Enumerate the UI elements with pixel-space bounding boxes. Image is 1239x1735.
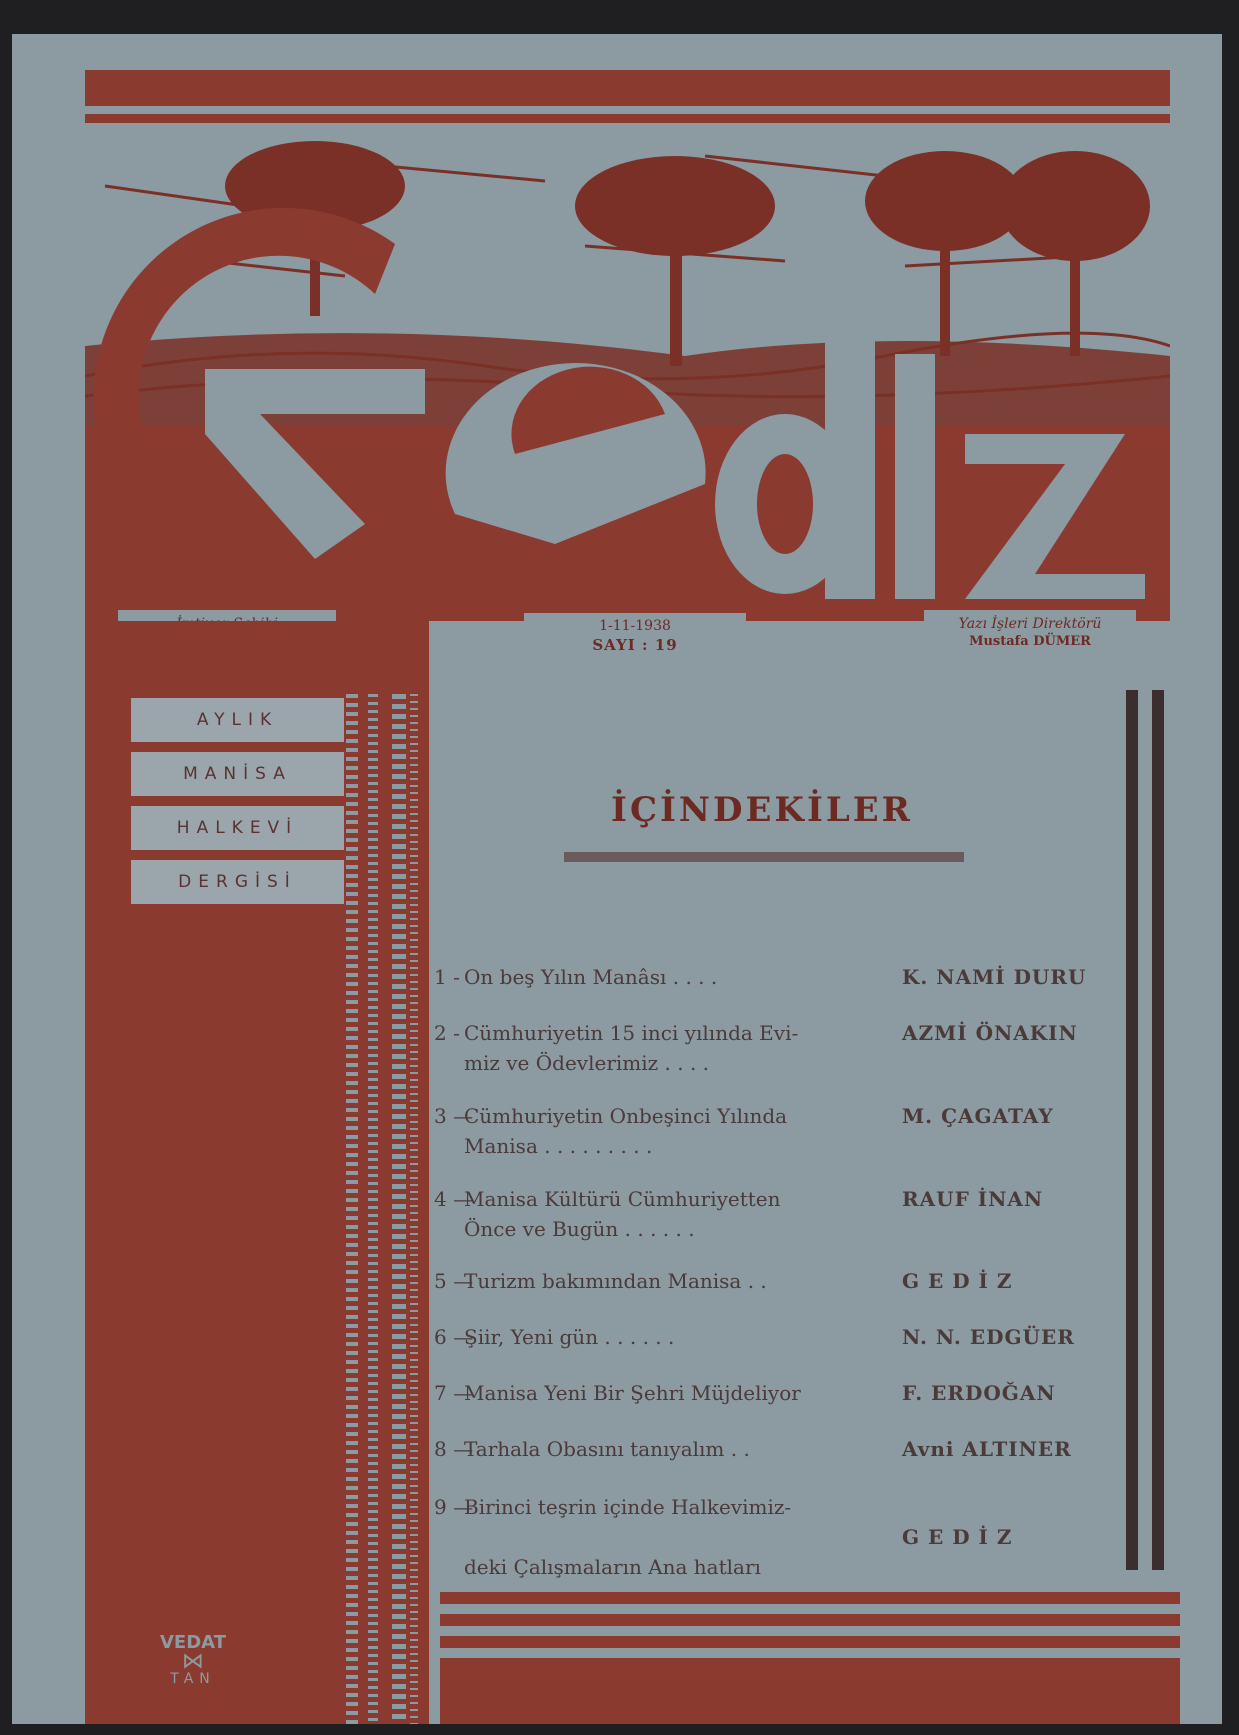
gediz-logo <box>85 204 1170 624</box>
issue-box <box>524 613 746 665</box>
top-band <box>85 70 1170 106</box>
issue-number: SAYI : 19 <box>592 636 678 654</box>
toc-entry-title: Şiir, Yeni gün . . . . . . <box>464 1325 675 1349</box>
signature-mark: ⋈ <box>182 1649 204 1674</box>
editor-name: Mustafa DÜMER <box>969 634 1091 649</box>
toc-entry-title: Manisa Yeni Bir Şehri Müjdeliyor <box>464 1381 801 1405</box>
toc-entry-title: Manisa Kültürü Cümhuriyetten Önce ve Bugün . . . . . . <box>464 1187 781 1241</box>
editor-box <box>924 610 1136 666</box>
toc-entry-number: 2 - <box>434 1021 460 1045</box>
toc-entry-number: 7 — <box>434 1381 474 1405</box>
toc-entry-number: 3 — <box>434 1104 474 1128</box>
bottom-line-3 <box>440 1636 1180 1648</box>
toc-entry-author: N. N. EDGÜER <box>902 1325 1075 1349</box>
bottom-line-1 <box>440 1592 1180 1604</box>
toc-entry-title: Birinci teşrin içinde Halkevimiz- deki Çalışmaların Ana hatları <box>464 1495 792 1579</box>
side-label-manisa: MANİSA <box>131 752 344 796</box>
toc-entry-author: M. ÇAGATAY <box>902 1104 1054 1128</box>
hatched-strip-3 <box>392 694 406 1724</box>
toc-entry-author: K. NAMİ DURU <box>902 965 1087 989</box>
toc-entry-title: Turizm bakımından Manisa . . <box>464 1269 767 1293</box>
toc-entry-number: 4 — <box>434 1187 474 1211</box>
bottom-line-2 <box>440 1614 1180 1626</box>
toc-entry-author: Avni ALTINER <box>902 1437 1072 1461</box>
side-label-halkevi: HALKEVİ <box>131 806 344 850</box>
toc-heading: İÇİNDEKİLER <box>611 790 913 830</box>
toc-entry-number: 9 — <box>434 1495 474 1519</box>
editor-label: Yazı İşleri Direktörü <box>958 616 1102 632</box>
toc-entry-number: 6 — <box>434 1325 474 1349</box>
side-label-aylik: AYLIK <box>131 698 344 742</box>
toc-entry-title: Cümhuriyetin Onbeşinci Yılında Manisa . . . . . . . . . <box>464 1104 788 1158</box>
toc-entry-author: F. ERDOĞAN <box>902 1381 1056 1405</box>
issue-date: 1-11-1938 <box>599 618 671 634</box>
hatched-strip-4 <box>410 694 418 1724</box>
toc-entry-number: 5 — <box>434 1269 474 1293</box>
top-thin-band <box>85 114 1170 123</box>
signature-line-1: VEDAT <box>160 1632 226 1653</box>
toc-entry-author: AZMİ ÖNAKIN <box>902 1021 1078 1045</box>
hatched-strip-1 <box>346 694 358 1724</box>
toc-entry-author: G E D İ Z <box>902 1269 1013 1293</box>
hatched-strip-2 <box>368 694 378 1724</box>
toc-entry-number: 8 — <box>434 1437 474 1461</box>
toc-entry-title: On beş Yılın Manâsı . . . . <box>464 965 718 989</box>
toc-entry-author: G E D İ Z <box>902 1525 1013 1549</box>
side-label-dergisi: DERGİSİ <box>131 860 344 904</box>
magazine-cover <box>12 34 1222 1724</box>
right-bar-2 <box>1152 690 1164 1570</box>
heading-underline <box>564 852 964 862</box>
artist-signature <box>158 1632 228 1687</box>
signature-line-2: TAN <box>170 1671 216 1687</box>
bottom-band <box>440 1658 1180 1724</box>
toc-entry-author: RAUF İNAN <box>902 1187 1044 1211</box>
toc-entry-number: 1 - <box>434 965 460 989</box>
toc-entry-title: Cümhuriyetin 15 inci yılında Evi- miz ve Ödevlerimiz . . . . <box>464 1021 799 1075</box>
toc-entry-title: Tarhala Obasını tanıyalım . . <box>464 1437 750 1461</box>
